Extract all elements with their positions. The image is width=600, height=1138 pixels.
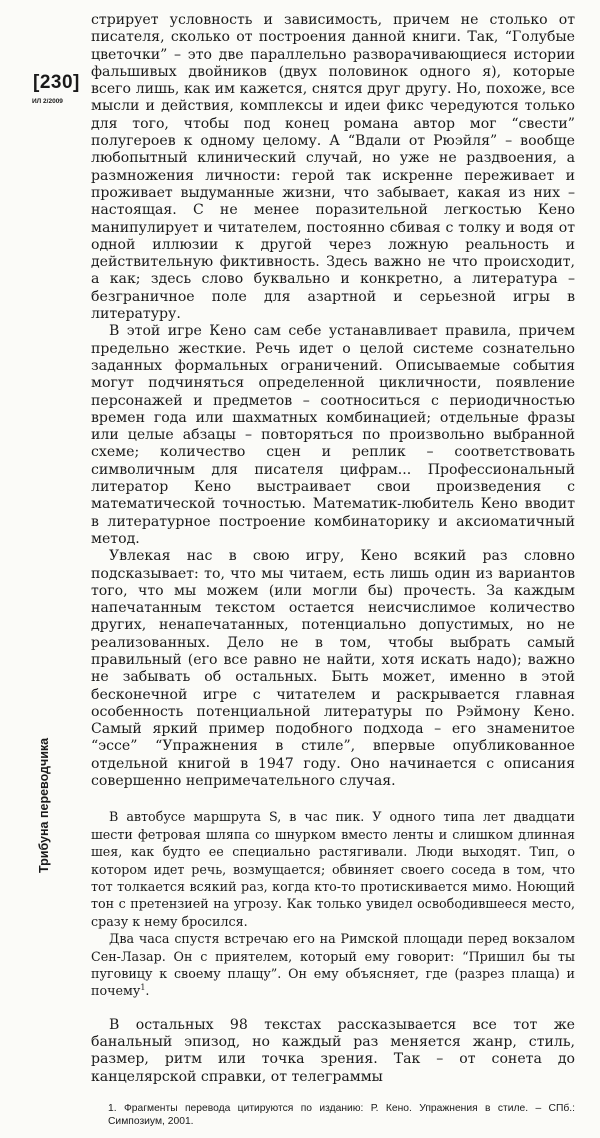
- paragraph: стрирует условность и зависимость, причем не столько от писателя, сколько от построения данной книги. Так, “Голубые цветочки” – это две параллельно разворачивающиеся истории фальшивых двойников (двух половинок одного я), которые всего лишь, как им кажется, снятся друг другу. Но, похоже, все мысли и действия, комплексы и идеи фикс чередуются только для того, чтобы под конец романа автор мог “свести” полугероев к одному целому. А “Вдали от Рюэйля” – вообще любопытный клинический случай, но уже не раздвоения, а размножения личности: герой так искренне переживает и проживает выдуманные жизни, что забывает, какая из них – настоящая. С не менее поразительной легкостью Кено манипулирует и читателем, постоянно сбивая с толку и водя от одной иллюзии к другой через ложную реальность и действительную фиктивность. Здесь важно не что происходит, а как; здесь слово буквально и конкретно, а литература – безграничное поле для азартной и серьезной игры в литературу.: [91, 12, 575, 323]
- section-rubric: Трибуна переводчика: [37, 737, 51, 873]
- page-number: [230]: [33, 72, 80, 93]
- issue-label: ИЛ 2/2009: [32, 98, 63, 105]
- paragraph: Увлекая нас в свою игру, Кено всякий раз словно подсказывает: то, что мы читаем, есть лишь один из вариантов того, что мы можем (или могли бы) прочесть. За каждым напечатанным текстом остается неисчислимое количество других, ненапечатанных, потенциально допустимых, но не реализованных. Дело не в том, чтобы выбрать самый правильный (его все равно не найти, хотя искать надо); важно не забывать об остальных. Быть может, именно в этой бесконечной игре с читателем и раскрывается главная особенность потенциальной литературы по Рэймону Кено. Самый яркий пример подобного подхода – его знаменитое “эссе” “Упражнения в стиле”, впервые опубликованное отдельной книгой в 1947 году. Оно начинается с описания совершенно непримечательного случая.: [91, 548, 575, 790]
- page-margin: [0, 0, 84, 899]
- footnote-marker: 1: [140, 983, 146, 993]
- paragraph: В этой игре Кено сам себе устанавливает правила, причем предельно жесткие. Речь идет о целой системе сознательно заданных формальных ограничений. Описываемые события могут подчиняться определенной цикличности, появление персонажей и предметов – соотноситься с периодичностью времен года или шахматных комбинацией; отдельные фразы или целые абзацы – повторяться по произвольно выбранной схеме; количество сцен и реплик – соответствовать символичным для писателя цифрам... Профессиональный литератор Кено выстраивает свои произведения с математической точностью. Математик-любитель Кено вводит в литературное построение комбинаторику и аксиоматичный метод.: [91, 323, 575, 547]
- quote-text: Два часа спустя встречаю его на Римской площади перед вокзалом Сен-Лазар. Он с приятелем, который ему говорит: “Пришил бы ты пуговицу к своему плащу”. Он ему объясняет, где (разрез плаща) и почему: [91, 931, 575, 999]
- article-body: [91, 12, 575, 1138]
- quote-paragraph: В автобусе маршрута S, в час пик. У одного типа лет двадцати шести фетровая шляпа со шнурком вместо ленты и слишком длинная шея, как будто ее специально растягивали. Люди выходят. Тип, о котором идет речь, возмущается; обвиняет своего соседа в том, что тот толкается всякий раз, когда кто-то протискивается мимо. Ноющий тон с претензией на угрозу. Как только увидел освободившееся место, сразу к нему бросился.: [91, 809, 575, 929]
- paragraph: В остальных 98 текстах рассказывается все тот же банальный эпизод, но каждый раз меняется жанр, стиль, размер, ритм или точка зрения. Так – от сонета до канцелярской справки, от телеграммы: [91, 1016, 575, 1085]
- footnote: 1. Фрагменты перевода цитируются по изданию: Р. Кено. Упражнения в стиле. – СПб.: Симпозиум, 2001.: [108, 1103, 575, 1128]
- quote-paragraph: Два часа спустя встречаю его на Римской площади перед вокзалом Сен-Лазар. Он с приятелем, который ему говорит: “Пришил бы ты пуговицу к своему плащу”. Он ему объясняет, где (разрез плаща) и почему$^1$.: [91, 931, 575, 999]
